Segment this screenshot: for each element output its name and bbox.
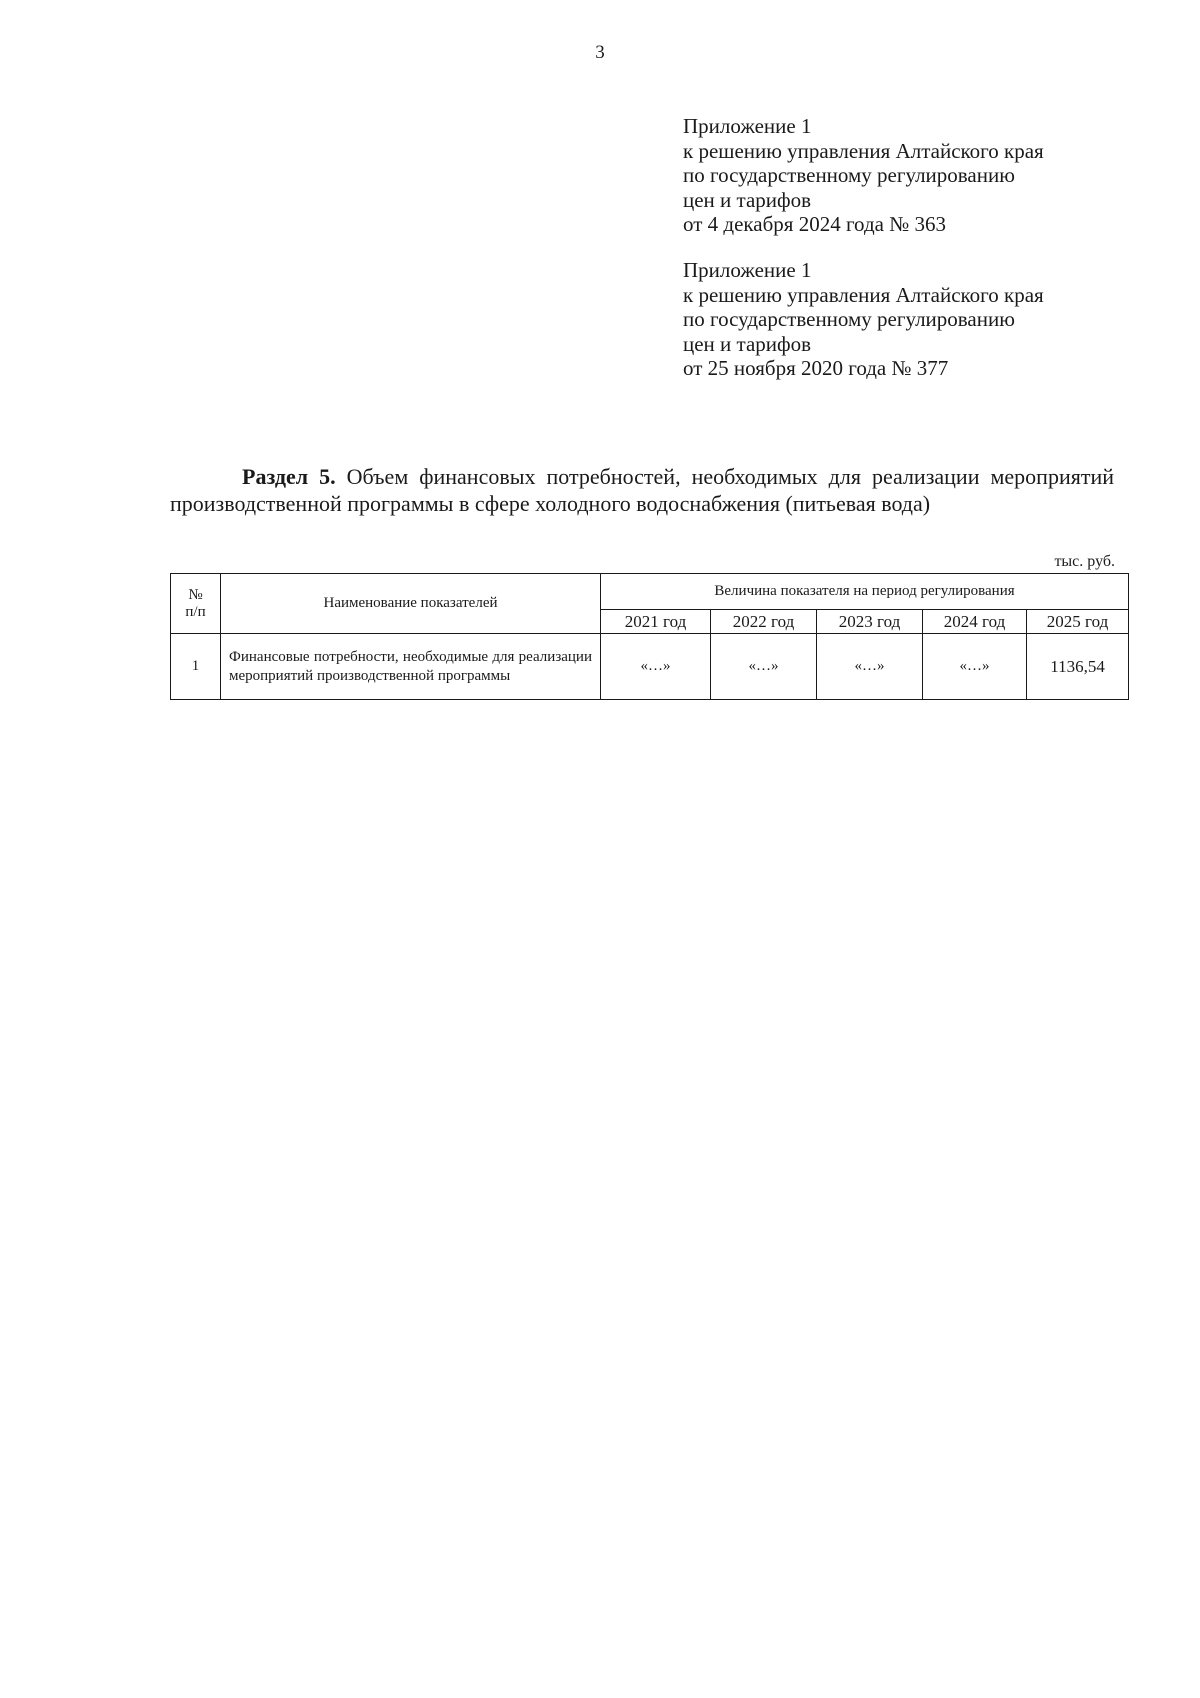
appendix-line: от 4 декабря 2024 года № 363 [683,212,946,236]
section-label: Раздел 5. [242,464,336,489]
financial-needs-table [170,573,1129,700]
appendix-line: к решению управления Алтайского края [683,138,1044,163]
header-year: 2022 год [711,610,817,634]
page-number: 3 [595,42,605,63]
table-header-row [171,574,1129,610]
appendix-line: Приложение 1 [683,114,812,138]
table-row [171,634,1129,700]
header-name: Наименование показателей [221,574,601,634]
header-number-line: п/п [185,603,206,620]
header-year: 2021 год [601,610,711,634]
section-heading [170,463,1114,517]
header-number-line: № [188,586,203,603]
appendix-line: от 25 ноября 2020 года № 377 [683,356,949,380]
appendix-line: цен и тарифов [683,187,812,212]
appendix-line: по государственному регулированию [683,307,1015,331]
row-value: «…» [923,634,1027,700]
row-number: 1 [171,634,221,700]
appendix-current [683,114,1153,237]
appendix-line: по государственному регулированию [683,163,1015,187]
units-label: тыс. руб. [1054,553,1115,570]
appendix-line: к решению управления Алтайского края [683,282,1044,307]
header-year: 2024 год [923,610,1027,634]
appendix-line: цен и тарифов [683,331,812,356]
header-year: 2023 год [817,610,923,634]
header-period: Величина показателя на период регулирования [601,574,1129,610]
row-value: «…» [711,634,817,700]
appendix-original [683,258,1153,381]
row-value: «…» [817,634,923,700]
appendix-line: Приложение 1 [683,258,812,282]
row-name: Финансовые потребности, необходимые для реализации мероприятий производственной программы [221,634,601,700]
row-value: «…» [601,634,711,700]
row-value: 1136,54 [1027,634,1129,700]
section-text: Объем финансовых потребностей, необходимых для реализации мероприятий производственной программы в сфере холодного водоснабжения (питьевая вода) [170,464,1114,516]
header-number [171,574,221,634]
header-year: 2025 год [1027,610,1129,634]
